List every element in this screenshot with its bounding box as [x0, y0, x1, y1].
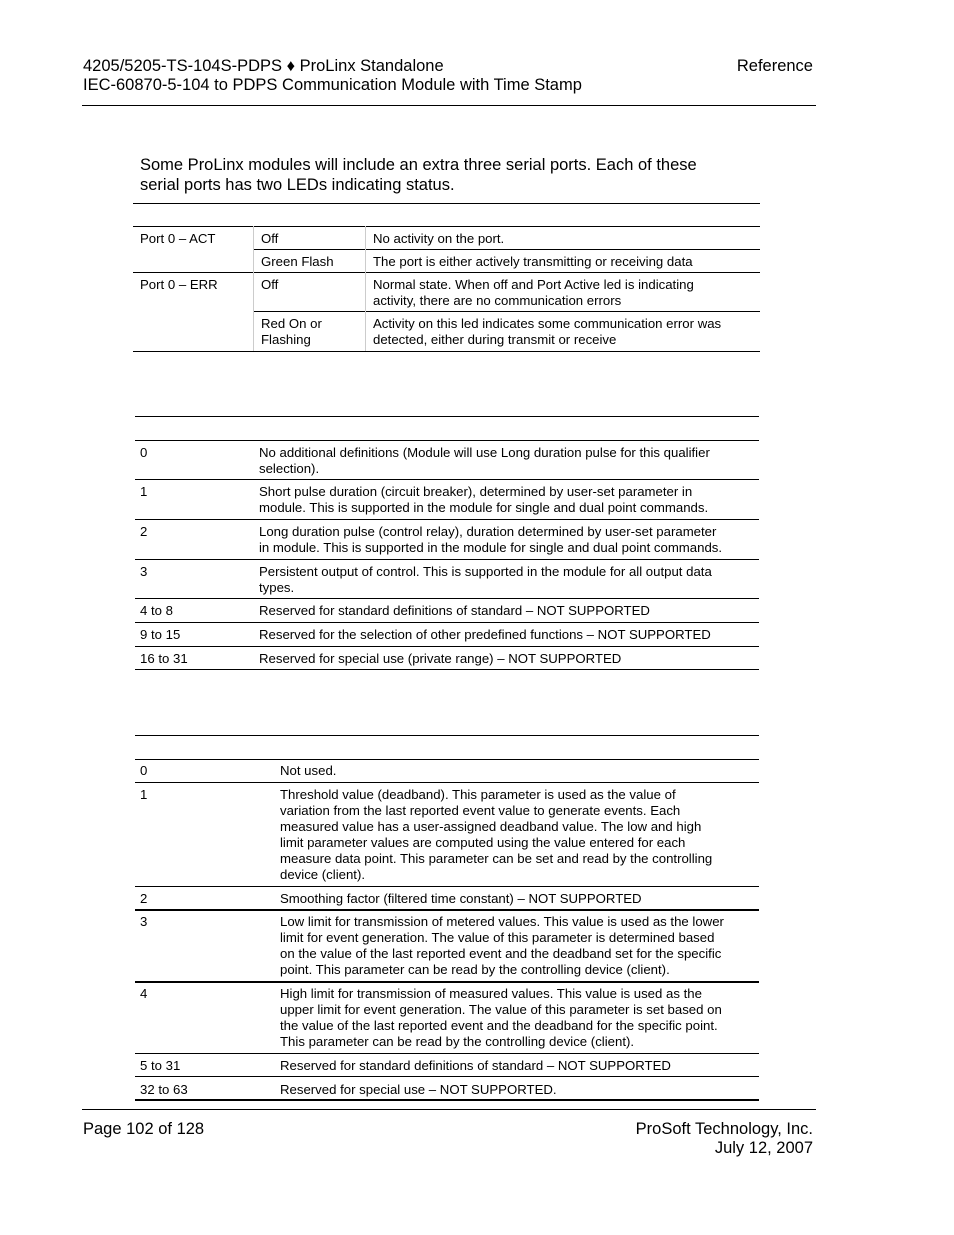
param-desc-cont: upper limit for event generation. The value of this parameter is set based on: [280, 1002, 722, 1017]
row-rule: [135, 909, 759, 911]
param-desc-cont: measure data point. This parameter can be set and read by the controlling: [280, 851, 713, 866]
table-header-rule: [133, 226, 760, 227]
row-rule: [135, 559, 759, 560]
param-code: 2: [140, 891, 148, 906]
qualifier-desc: No additional definitions (Module will use Long duration pulse for this qualifier: [259, 445, 710, 460]
param-desc-cont: device (client).: [280, 867, 366, 882]
header-subtitle: IEC-60870-5-104 to PDPS Communication Module with Time Stamp: [83, 76, 582, 94]
param-desc-cont: the value of the last reported event and the deadband for the specific point.: [280, 1018, 718, 1033]
row-rule: [135, 782, 759, 783]
led-port: Port 0 – ERR: [140, 277, 218, 292]
qualifier-desc: Short pulse duration (circuit breaker), determined by user-set parameter in: [259, 484, 693, 499]
param-desc-cont: variation from the last reported event value to generate events. Each: [280, 803, 681, 818]
intro-line-1: Some ProLinx modules will include an extra three serial ports. Each of these: [140, 156, 697, 174]
param-desc: Smoothing factor (filtered time constant) – NOT SUPPORTED: [280, 891, 642, 906]
qualifier-desc: Long duration pulse (control relay), duration determined by user-set parameter: [259, 524, 717, 539]
param-desc: Low limit for transmission of metered values. This value is used as the lower: [280, 914, 724, 929]
param-code: 0: [140, 763, 148, 778]
row-rule: [135, 646, 759, 647]
table-header-rule: [135, 759, 759, 760]
led-port: Port 0 – ACT: [140, 231, 216, 246]
row-rule: [135, 622, 759, 623]
qualifier-code: 16 to 31: [140, 651, 188, 666]
page-number: Page 102 of 128: [83, 1120, 205, 1138]
led-state: Off: [261, 277, 279, 292]
led-desc: No activity on the port.: [373, 231, 505, 246]
led-desc: Activity on this led indicates some communication error was: [373, 316, 722, 331]
led-state: Green Flash: [261, 254, 334, 269]
qualifier-code: 4 to 8: [140, 603, 173, 618]
param-code: 4: [140, 986, 148, 1001]
param-desc: Not used.: [280, 763, 337, 778]
qualifier-code: 9 to 15: [140, 627, 181, 642]
led-state-cont: Flashing: [261, 332, 311, 347]
qualifier-desc: Reserved for standard definitions of standard – NOT SUPPORTED: [259, 603, 650, 618]
qualifier-desc-cont: types.: [259, 580, 295, 595]
param-desc: Reserved for standard definitions of standard – NOT SUPPORTED: [280, 1058, 671, 1073]
qualifier-desc: Reserved for special use (private range) – NOT SUPPORTED: [259, 651, 622, 666]
qualifier-code: 3: [140, 564, 148, 579]
footer-date: July 12, 2007: [714, 1139, 813, 1157]
param-desc-cont: limit parameter values are computed using the value entered for each: [280, 835, 686, 850]
param-code: 5 to 31: [140, 1058, 181, 1073]
row-rule: [253, 311, 760, 312]
param-code: 3: [140, 914, 148, 929]
row-rule: [135, 1053, 759, 1054]
qualifier-code: 0: [140, 445, 148, 460]
qualifier-desc: Reserved for the selection of other predefined functions – NOT SUPPORTED: [259, 627, 711, 642]
row-rule: [135, 886, 759, 887]
param-code: 32 to 63: [140, 1082, 188, 1097]
qualifier-desc-cont: in module. This is supported in the module for single and dual point commands.: [259, 540, 723, 555]
row-rule: [135, 1076, 759, 1077]
table-header-rule: [135, 440, 759, 441]
table-bottom-rule: [133, 351, 760, 352]
row-rule: [253, 249, 760, 250]
led-desc-cont: activity, there are no communication errors: [373, 293, 622, 308]
param-desc-cont: limit for event generation. The value of this parameter is determined based: [280, 930, 715, 945]
table-bottom-rule: [135, 1099, 759, 1101]
param-desc-cont: measured value has a user-assigned deadband value. The low and high: [280, 819, 702, 834]
param-desc-cont: point. This parameter can be read by the controlling device (client).: [280, 962, 670, 977]
header-section: Reference: [736, 57, 813, 75]
footer-rule: [82, 1109, 816, 1110]
row-rule: [135, 981, 759, 983]
qualifier-desc: Persistent output of control. This is supported in the module for all output data: [259, 564, 712, 579]
row-rule: [133, 272, 760, 273]
qualifier-code: 2: [140, 524, 148, 539]
footer-company: ProSoft Technology, Inc.: [635, 1120, 813, 1138]
table-top-rule: [135, 735, 759, 736]
intro-line-2: serial ports has two LEDs indicating status.: [140, 176, 455, 194]
param-desc-cont: on the value of the last reported event and the deadband set for the specific: [280, 946, 722, 961]
led-state: Off: [261, 231, 279, 246]
qualifier-desc-cont: selection).: [259, 461, 320, 476]
header-rule: [82, 105, 816, 106]
table-bottom-rule: [135, 669, 759, 670]
table-top-rule: [135, 416, 759, 417]
row-rule: [135, 479, 759, 480]
param-desc: High limit for transmission of measured values. This value is used as the: [280, 986, 702, 1001]
param-desc: Reserved for special use – NOT SUPPORTED.: [280, 1082, 557, 1097]
param-desc: Threshold value (deadband). This parameter is used as the value of: [280, 787, 676, 802]
column-divider: [253, 226, 254, 351]
column-divider: [365, 226, 366, 351]
led-desc: The port is either actively transmitting or receiving data: [373, 254, 693, 269]
row-rule: [135, 519, 759, 520]
led-desc: Normal state. When off and Port Active led is indicating: [373, 277, 694, 292]
param-code: 1: [140, 787, 148, 802]
table-top-rule: [133, 203, 760, 204]
led-state: Red On or: [261, 316, 322, 331]
led-desc-cont: detected, either during transmit or receive: [373, 332, 617, 347]
qualifier-desc-cont: module. This is supported in the module for single and dual point commands.: [259, 500, 709, 515]
qualifier-code: 1: [140, 484, 148, 499]
row-rule: [135, 598, 759, 599]
param-desc-cont: This parameter can be read by the controlling device (client).: [280, 1034, 635, 1049]
header-title: 4205/5205-TS-104S-PDPS ♦ ProLinx Standalone: [83, 57, 444, 75]
